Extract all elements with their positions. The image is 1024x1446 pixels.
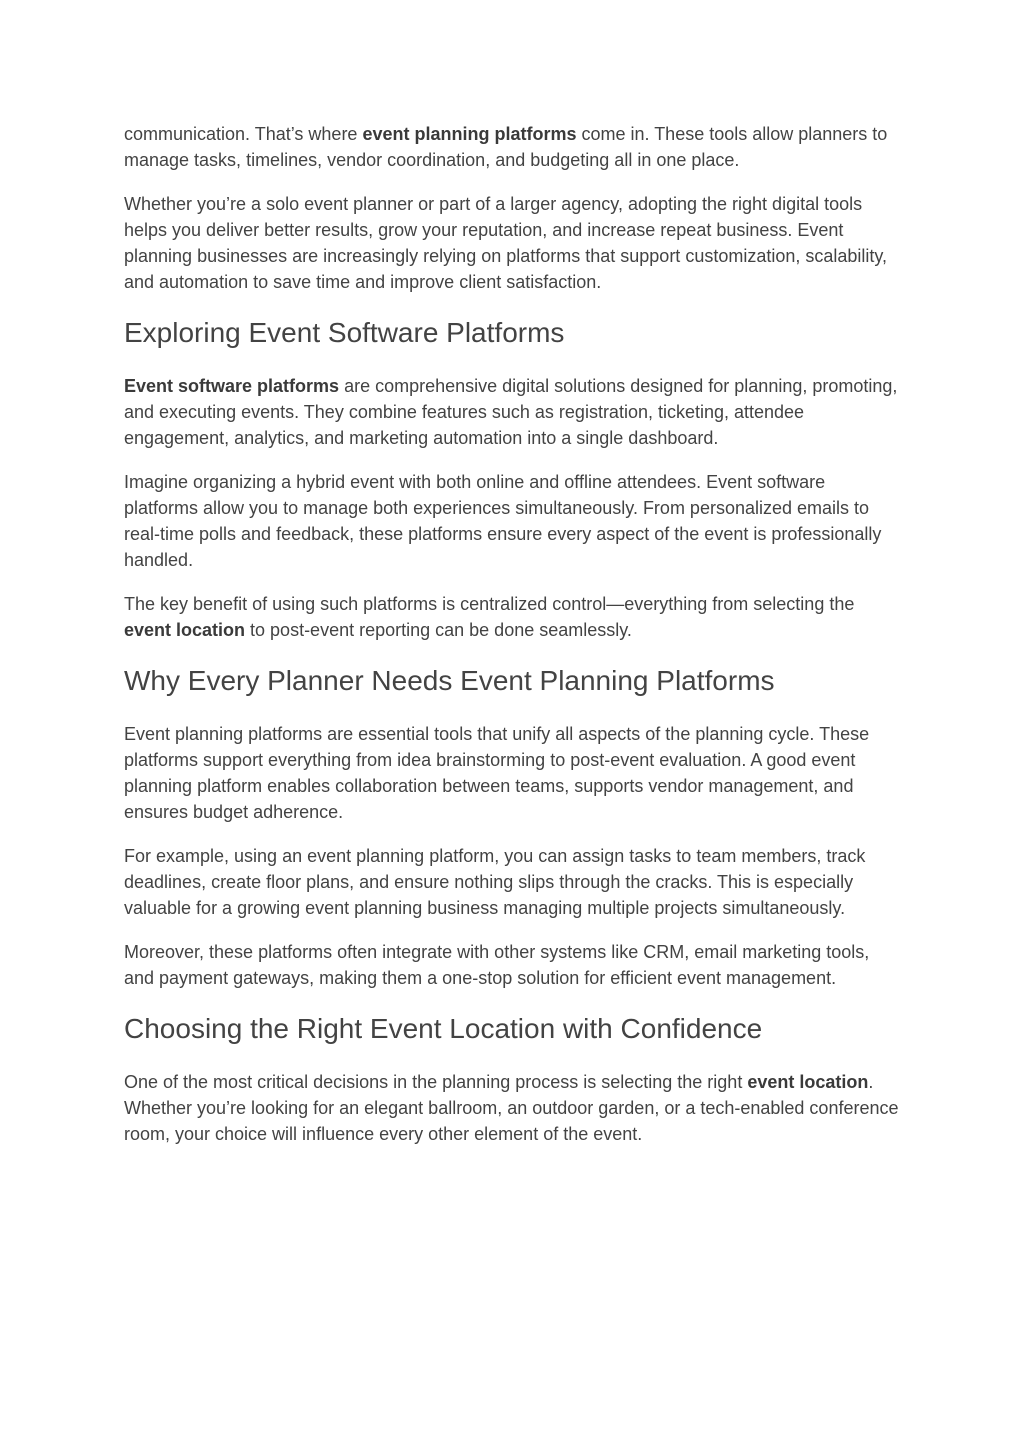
paragraph-intro-continued <box>124 121 900 173</box>
paragraph-event-software-definition <box>124 373 900 451</box>
paragraph-hybrid-event: Imagine organizing a hybrid event with both online and offline attendees. Event software platforms allow you to manage both experiences simultaneously. From personalized emails to real-time polls and feedback, these platforms ensure every aspect of the event is professionally handled. <box>124 472 882 570</box>
paragraph-centralized-control <box>124 591 900 643</box>
paragraph-integrations: Moreover, these platforms often integrate with other systems like CRM, email marketing tools, and payment gateways, making them a one-stop solution for efficient event management. <box>124 942 870 988</box>
bold-term-event-planning-platforms: event planning platforms <box>362 124 577 144</box>
bold-term-event-location: event location <box>124 620 246 640</box>
document-body <box>124 121 900 1165</box>
bold-term-event-location: event location <box>747 1072 869 1092</box>
text-span: are comprehensive digital solutions designed for planning, promoting, and executing events. They combine features such as registration, ticketing, attendee engagement, analytics, and marketing automation into a single dashboard. <box>124 376 898 448</box>
text-span: . Whether you’re looking for an elegant ballroom, an outdoor garden, or a tech-enabled conference room, your choice will influence every other element of the event. <box>124 1072 899 1144</box>
text-span: One of the most critical decisions in the planning process is selecting the right <box>124 1072 748 1092</box>
paragraph-essential-tools: Event planning platforms are essential tools that unify all aspects of the planning cycle. These platforms support everything from idea brainstorming to post-event evaluation. A good event planning platform enables collaboration between teams, supports vendor management, and ensures budget adherence. <box>124 724 870 822</box>
paragraph-for-example: For example, using an event planning platform, you can assign tasks to team members, track deadlines, create floor plans, and ensure nothing slips through the cracks. This is especially valuable for a growing event planning business managing multiple projects simultaneously. <box>124 846 866 918</box>
bold-term-event-software-platforms: Event software platforms <box>124 376 340 396</box>
text-span: to post-event reporting can be done seamlessly. <box>245 620 632 640</box>
paragraph-critical-decision <box>124 1069 900 1147</box>
paragraph-digital-tools: Whether you’re a solo event planner or part of a larger agency, adopting the right digital tools helps you deliver better results, grow your reputation, and increase repeat business. Event planning businesses are increasingly relying on platforms that support customization, scalability, and automation to save time and improve client satisfaction. <box>124 194 888 292</box>
heading-exploring-event-software: Exploring Event Software Platforms <box>124 317 565 348</box>
text-span: The key benefit of using such platforms is centralized control—everything from selecting the <box>124 594 855 614</box>
heading-why-every-planner: Why Every Planner Needs Event Planning Platforms <box>124 665 775 696</box>
text-span: communication. That’s where <box>124 124 363 144</box>
heading-choosing-location: Choosing the Right Event Location with Confidence <box>124 1013 763 1044</box>
text-span: come in. These tools allow planners to manage tasks, timelines, vendor coordination, and budgeting all in one place. <box>124 124 888 170</box>
